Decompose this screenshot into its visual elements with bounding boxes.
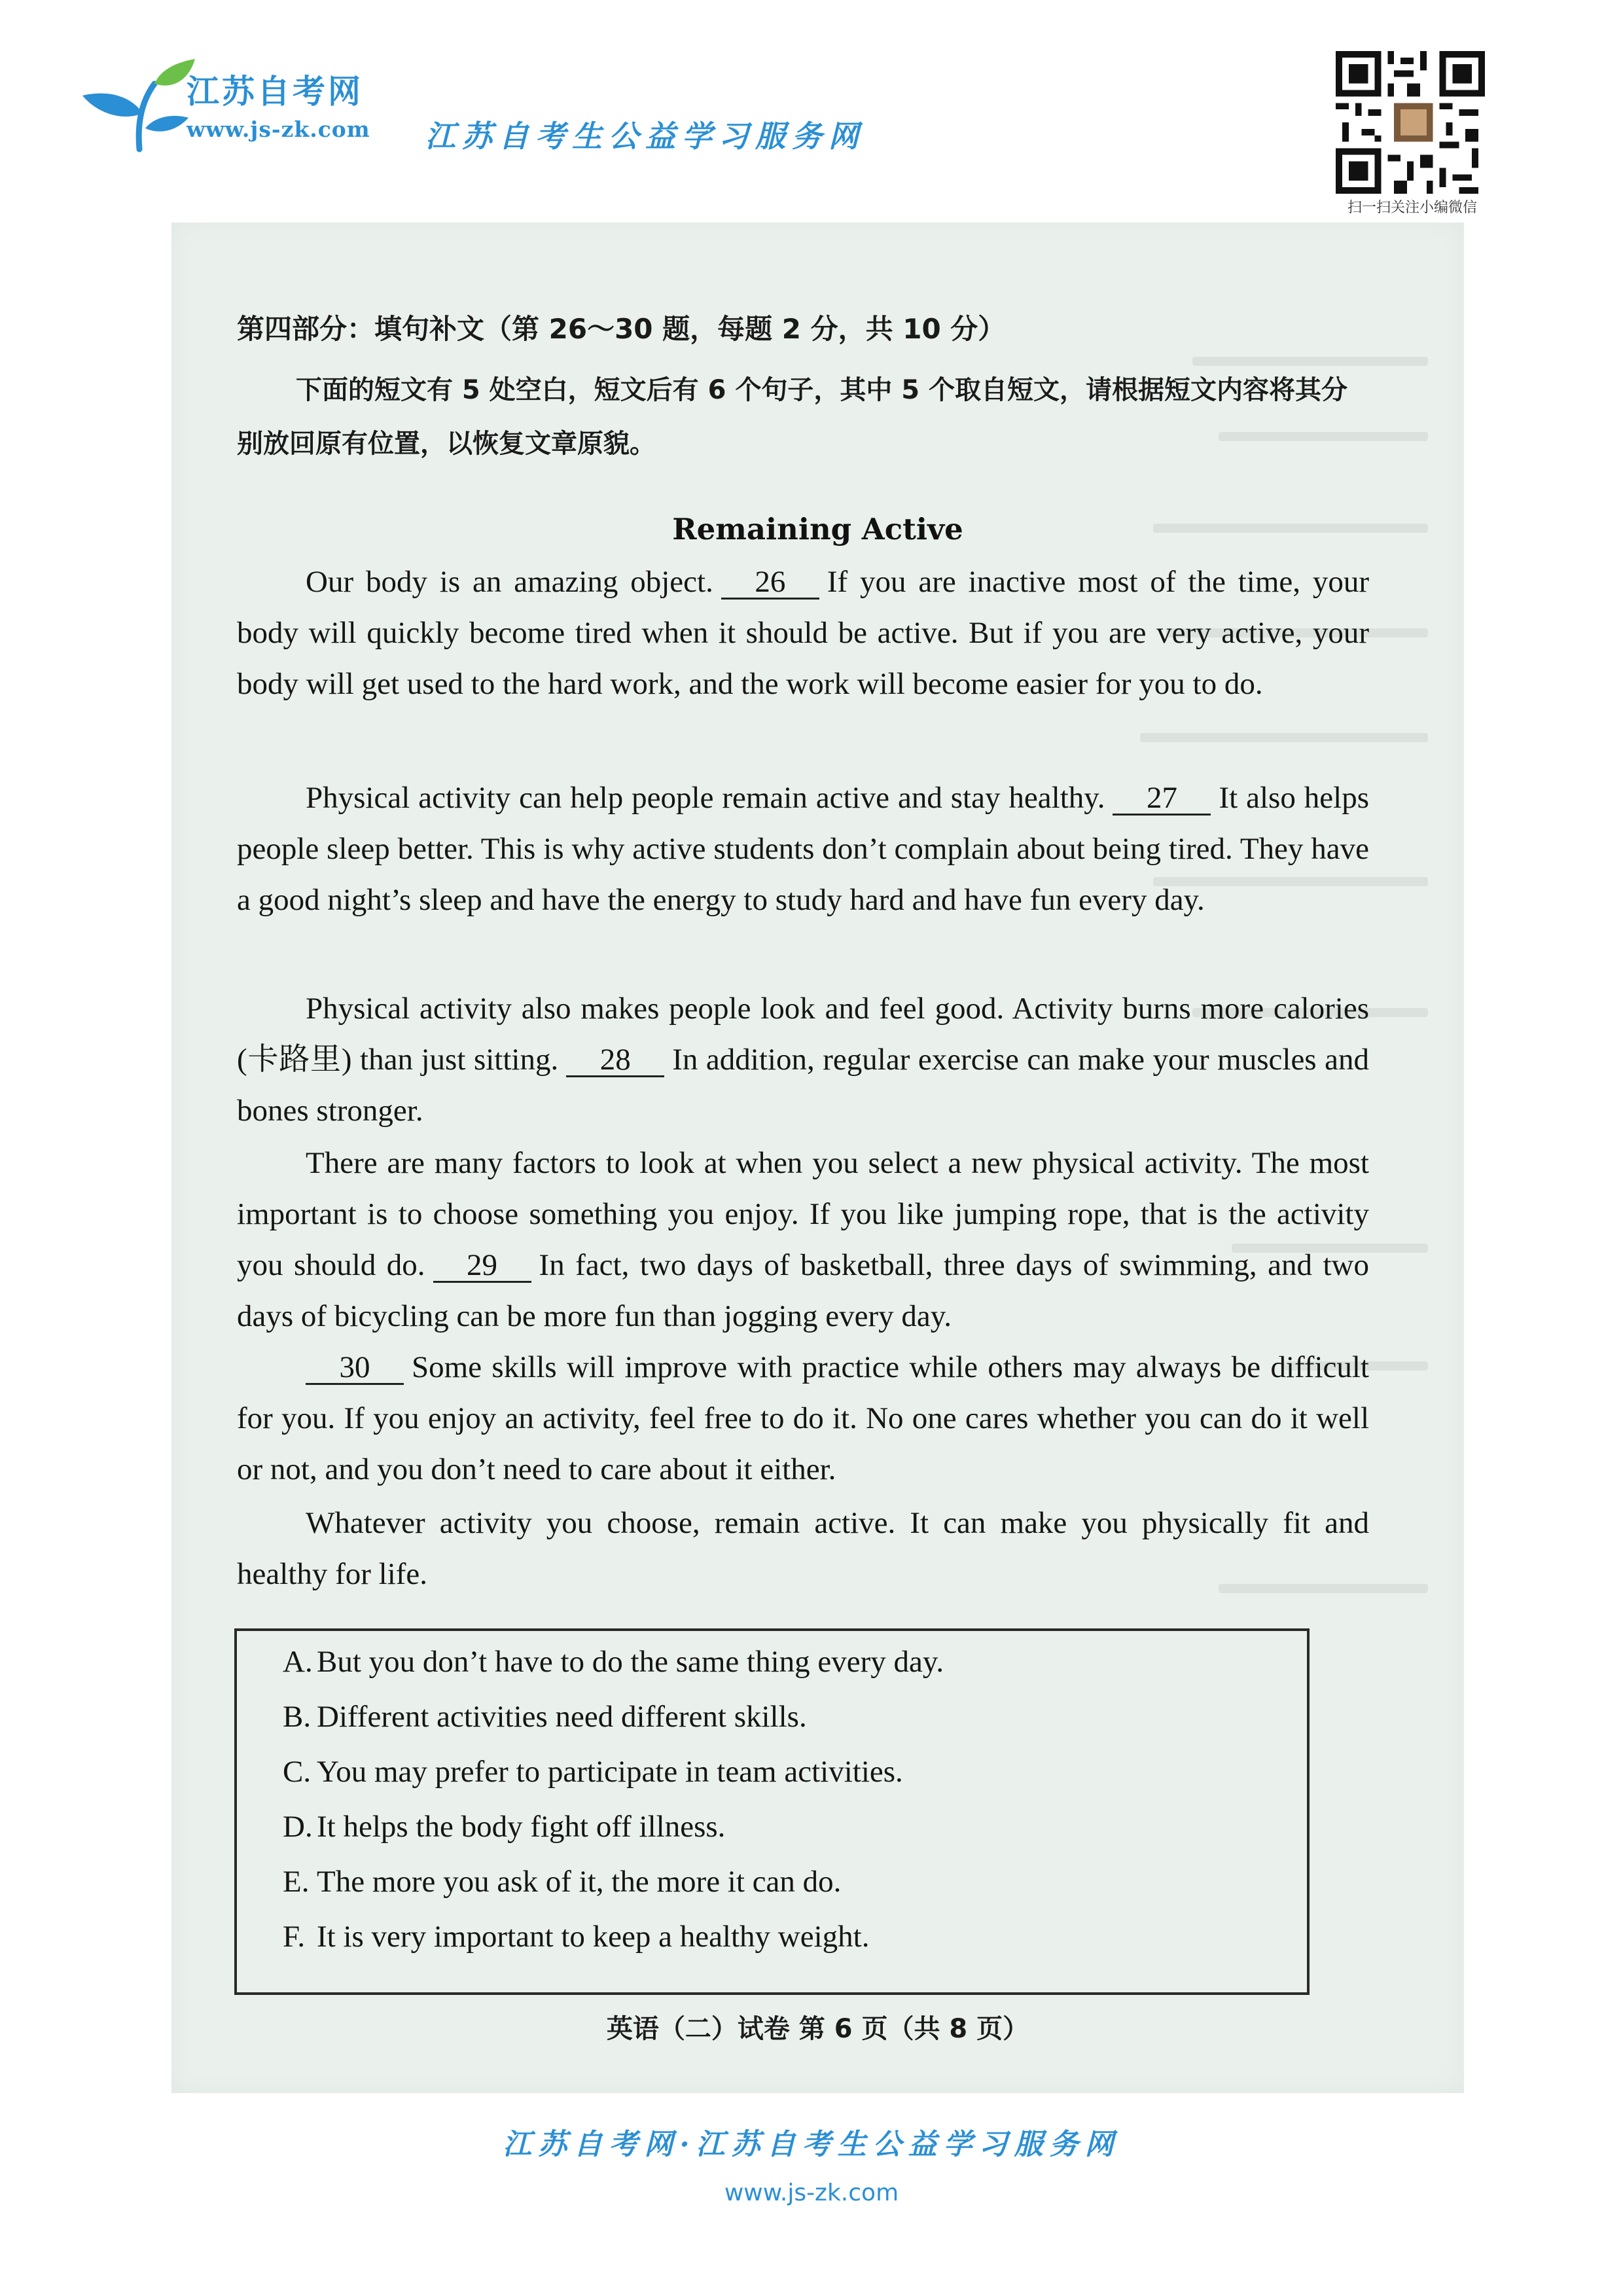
options-box [234,1628,1310,1995]
option-f[interactable] [283,1919,869,1954]
paragraph-text: Whatever activity you choose, remain active. It can make you physically fit and healthy for life. [237,1506,1369,1591]
option-letter: A. [283,1645,313,1679]
qr-code-icon[interactable] [1335,51,1486,194]
option-c[interactable] [283,1754,903,1789]
option-letter: B. [283,1700,312,1734]
passage-paragraph-6 [237,1498,1369,1600]
page-number: 英语（二）试卷 第 6 页（共 8 页） [606,2014,1029,2044]
footer-tagline: 江苏自考网·江苏自考生公益学习服务网 [503,2128,1120,2161]
option-text: It is very important to keep a healthy weight. [317,1920,870,1954]
option-d[interactable] [283,1809,725,1844]
paragraph-text: There are many factors to look at when you select a new physical activity. The most important is to choose something you enjoy. If you like jumping rope, that is the activity you should do. [237,1146,1369,1282]
blank-29[interactable]: 29 [433,1249,531,1283]
option-text: It helps the body fight off illness. [317,1810,726,1844]
paragraph-text: Physical activity also makes people look and feel good. Activity burns more calories (卡路里) than just sitting. [237,992,1369,1077]
paragraph-text: If you are inactive most of the time, your body will quickly become tired when it should be active. But if you are very active, your body will get used to the hard work, and the work will become easier for you to do. [237,565,1369,701]
passage-paragraph-5 [237,1342,1369,1495]
option-text: But you don’t have to do the same thing every day. [317,1645,944,1679]
paragraph-text: In fact, two days of basketball, three days of swimming, and two days of bicycling can be more fun than jogging every day. [237,1248,1369,1333]
option-letter: F. [283,1920,306,1954]
qr-caption: 扫一扫关注小编微信 [1347,200,1477,216]
site-tagline: 江苏自考生公益学习服务网 [425,118,865,154]
instruction-text: 下面的短文有 5 处空白，短文后有 6 个句子，其中 5 个取自短文，请根据短文内容将其分别放回原有位置，以恢复文章原貌。 [237,375,1348,459]
passage-paragraph-2 [237,772,1369,925]
footer-url[interactable]: www.js-zk.com [724,2179,899,2206]
exam-page [171,223,1464,2093]
blank-27[interactable]: 27 [1113,782,1211,816]
brand-name: 江苏自考网 [187,73,363,111]
option-e[interactable] [283,1864,841,1899]
option-a[interactable] [283,1644,944,1679]
option-letter: C. [283,1755,312,1789]
option-text: The more you ask of it, the more it can do. [317,1865,842,1899]
option-letter: D. [283,1810,313,1844]
blank-26[interactable]: 26 [721,566,819,600]
option-text: You may prefer to participate in team activities. [317,1755,903,1789]
section-heading: 第四部分：填句补文（第 26～30 题，每题 2 分，共 10 分） [237,313,1006,345]
paragraph-text: It also helps people sleep better. This is why active students don’t complain about being tired. They have a good night’s sleep and have the energy to study hard and have fun every day. [237,781,1369,917]
paragraph-text: In addition, regular exercise can make your muscles and bones stronger. [237,1043,1369,1128]
option-letter: E. [283,1865,310,1899]
passage-paragraph-4 [237,1138,1369,1342]
passage-paragraph-3 [237,983,1369,1136]
blank-30[interactable]: 30 [306,1352,404,1385]
paragraph-text: Physical activity can help people remain active and stay healthy. [306,781,1105,815]
paragraph-text: Some skills will improve with practice while others may always be difficult for you. If you enjoy an activity, feel free to do it. No one cares whether you can do it well or not, and you don’t need to care about it either. [237,1350,1369,1486]
passage-paragraph-1 [237,556,1369,709]
paragraph-text: Our body is an amazing object. [306,565,713,599]
passage-title: Remaining Active [672,512,963,547]
blank-28[interactable]: 28 [566,1044,664,1077]
option-b[interactable] [283,1699,807,1734]
option-text: Different activities need different skills. [317,1700,807,1734]
brand-url[interactable]: www.js-zk.com [187,117,370,142]
